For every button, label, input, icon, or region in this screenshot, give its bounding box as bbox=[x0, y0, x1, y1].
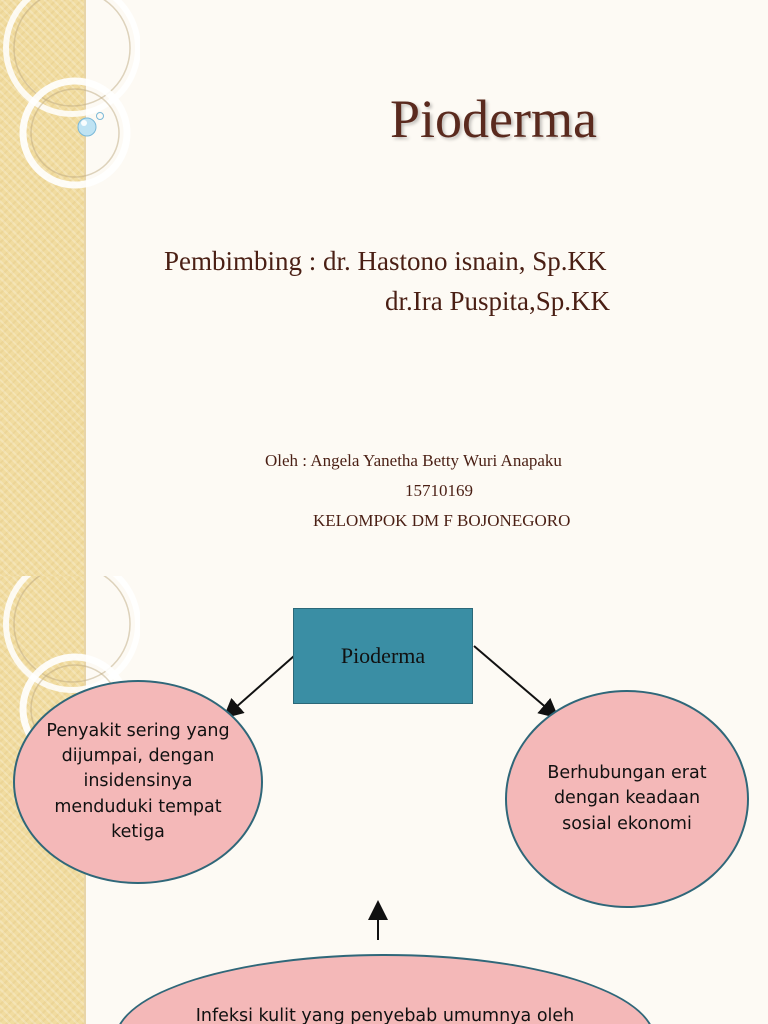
left-bubble bbox=[13, 680, 263, 884]
slide-title: Pioderma bbox=[390, 89, 597, 149]
pioderma-box: Pioderma bbox=[293, 608, 473, 704]
decorative-rings-graphic bbox=[0, 0, 140, 576]
pembimbing-line-1: Pembimbing : dr. Hastono isnain, Sp.KK bbox=[164, 246, 607, 276]
left-bubble-text: Penyakit sering yang dijumpai, dengan insidensinya menduduki tempat ketiga bbox=[46, 720, 230, 843]
author-line: Oleh : Angela Yanetha Betty Wuri Anapaku bbox=[265, 451, 562, 470]
pembimbing-line-2: dr.Ira Puspita,Sp.KK bbox=[385, 286, 610, 316]
arrow-to-left-bubble bbox=[226, 656, 294, 716]
diagram-slide bbox=[0, 576, 768, 1024]
right-bubble bbox=[505, 690, 749, 908]
right-bubble-text: Berhubungan erat dengan keadaan sosial ekonomi bbox=[547, 762, 707, 834]
arrow-to-right-bubble bbox=[474, 646, 556, 716]
student-id: 15710169 bbox=[405, 481, 473, 500]
group-line: KELOMPOK DM F BOJONEGORO bbox=[313, 511, 571, 530]
bottom-bubble-text: Infeksi kulit yang penyebab umumnya oleh bbox=[195, 1006, 575, 1024]
